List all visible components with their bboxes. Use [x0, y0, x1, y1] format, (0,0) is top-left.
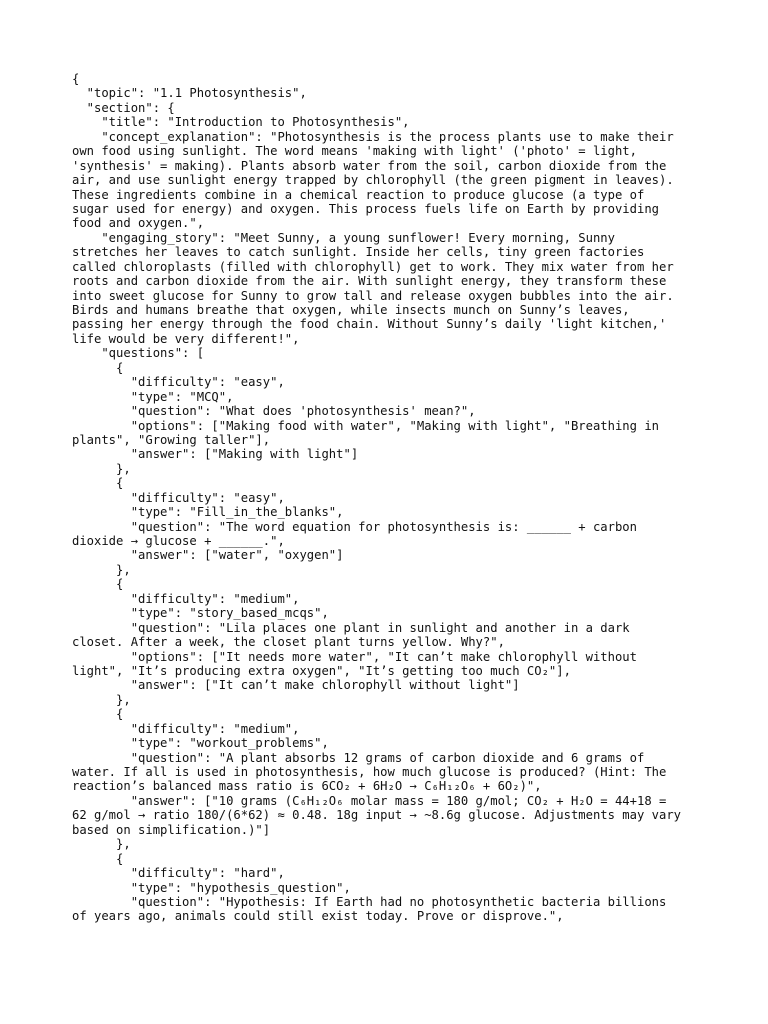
text-line: "answer": ["10 grams (C₆H₁₂O₆ molar mass = 180 g/mol; CO₂ + H₂O = 44+18 =: [72, 793, 667, 808]
text-line: "options": ["Making food with water", "Making with light", "Breathing in: [72, 418, 659, 433]
text-line: "type": "MCQ",: [72, 389, 234, 404]
text-line: "question": "The word equation for photosynthesis is: ______ + carbon: [72, 519, 637, 534]
text-line: light", "It’s producing extra oxygen", "It’s getting too much CO₂"],: [72, 663, 571, 678]
text-line: {: [72, 360, 124, 375]
text-line: "answer": ["It can’t make chlorophyll without light"]: [72, 678, 520, 693]
json-code-block: [72, 72, 712, 924]
text-line: "questions": [: [72, 346, 205, 361]
text-line: },: [72, 562, 131, 577]
text-line: {: [72, 476, 124, 491]
text-line: 'synthesis' = making). Plants absorb water from the soil, carbon dioxide from the: [72, 158, 667, 173]
text-line: passing her energy through the food chain. Without Sunny’s daily 'light kitchen,': [72, 317, 667, 332]
text-line: "question": "Hypothesis: If Earth had no photosynthetic bacteria billions: [72, 894, 667, 909]
text-line: air, and use sunlight energy trapped by chlorophyll (the green pigment in leaves).: [72, 173, 674, 188]
text-line: {: [72, 72, 80, 86]
text-line: food and oxygen.",: [72, 216, 205, 231]
text-line: reaction’s balanced mass ratio is 6CO₂ + 6H₂O → C₆H₁₂O₆ + 6O₂)",: [72, 779, 542, 794]
text-line: dioxide → glucose + ______.",: [72, 534, 285, 548]
text-line: called chloroplasts (filled with chlorophyll) get to work. They mix water from her: [72, 259, 674, 274]
text-line: "answer": ["Making with light"]: [72, 447, 359, 462]
text-line: "concept_explanation": "Photosynthesis is the process plants use to make their: [72, 129, 674, 144]
text-line: "title": "Introduction to Photosynthesis",: [72, 115, 410, 130]
text-line: "type": "hypothesis_question",: [72, 880, 351, 895]
text-line: "question": "Lila places one plant in sunlight and another in a dark: [72, 620, 630, 635]
text-line: "question": "A plant absorbs 12 grams of carbon dioxide and 6 grams of: [72, 750, 645, 765]
text-line: },: [72, 461, 131, 476]
text-line: sugar used for energy) and oxygen. This process fuels life on Earth by providing: [72, 201, 659, 216]
text-line: "type": "Fill_in_the_blanks",: [72, 505, 344, 520]
text-line: "answer": ["water", "oxygen"]: [72, 548, 344, 563]
text-line: Birds and humans breathe that oxygen, while insects munch on Sunny’s leaves,: [72, 303, 630, 317]
text-line: stretches her leaves to catch sunlight. Inside her cells, tiny green factories: [72, 245, 645, 260]
text-line: water. If all is used in photosynthesis, how much glucose is produced? (Hint: The: [72, 765, 667, 779]
text-line: "difficulty": "easy",: [72, 375, 285, 390]
text-line: {: [72, 577, 124, 592]
text-line: plants", "Growing taller"],: [72, 432, 271, 447]
text-line: "engaging_story": "Meet Sunny, a young sunflower! Every morning, Sunny: [72, 230, 615, 245]
text-line: 62 g/mol → ratio 180/(6*62) ≈ 0.48. 18g input → ~8.6g glucose. Adjustments may vary: [72, 808, 682, 823]
text-line: based on simplification.)"]: [72, 822, 271, 837]
text-line: "section": {: [72, 100, 175, 115]
text-line: "options": ["It needs more water", "It can’t make chlorophyll without: [72, 649, 637, 664]
text-line: "difficulty": "medium",: [72, 721, 300, 736]
text-line: "type": "workout_problems",: [72, 736, 329, 751]
text-line: These ingredients combine in a chemical reaction to produce glucose (a type of: [72, 187, 645, 202]
text-line: },: [72, 837, 131, 852]
text-line: },: [72, 692, 131, 707]
text-line: "difficulty": "easy",: [72, 490, 285, 505]
text-line: closet. After a week, the closet plant turns yellow. Why?",: [72, 635, 505, 650]
text-line: {: [72, 707, 124, 722]
text-line: life would be very different!",: [72, 331, 300, 346]
text-line: {: [72, 851, 124, 866]
text-line: into sweet glucose for Sunny to grow tall and release oxygen bubbles into the air.: [72, 288, 674, 303]
text-line: "topic": "1.1 Photosynthesis",: [72, 86, 307, 101]
text-line: "difficulty": "hard",: [72, 866, 285, 881]
text-line: own food using sunlight. The word means 'making with light' ('photo' = light,: [72, 144, 637, 159]
text-line: roots and carbon dioxide from the air. With sunlight energy, they transform these: [72, 274, 667, 289]
text-line: "type": "story_based_mcqs",: [72, 606, 329, 621]
text-line: "question": "What does 'photosynthesis' mean?",: [72, 404, 476, 419]
text-line: "difficulty": "medium",: [72, 591, 300, 606]
text-line: of years ago, animals could still exist today. Prove or disprove.",: [72, 909, 564, 924]
